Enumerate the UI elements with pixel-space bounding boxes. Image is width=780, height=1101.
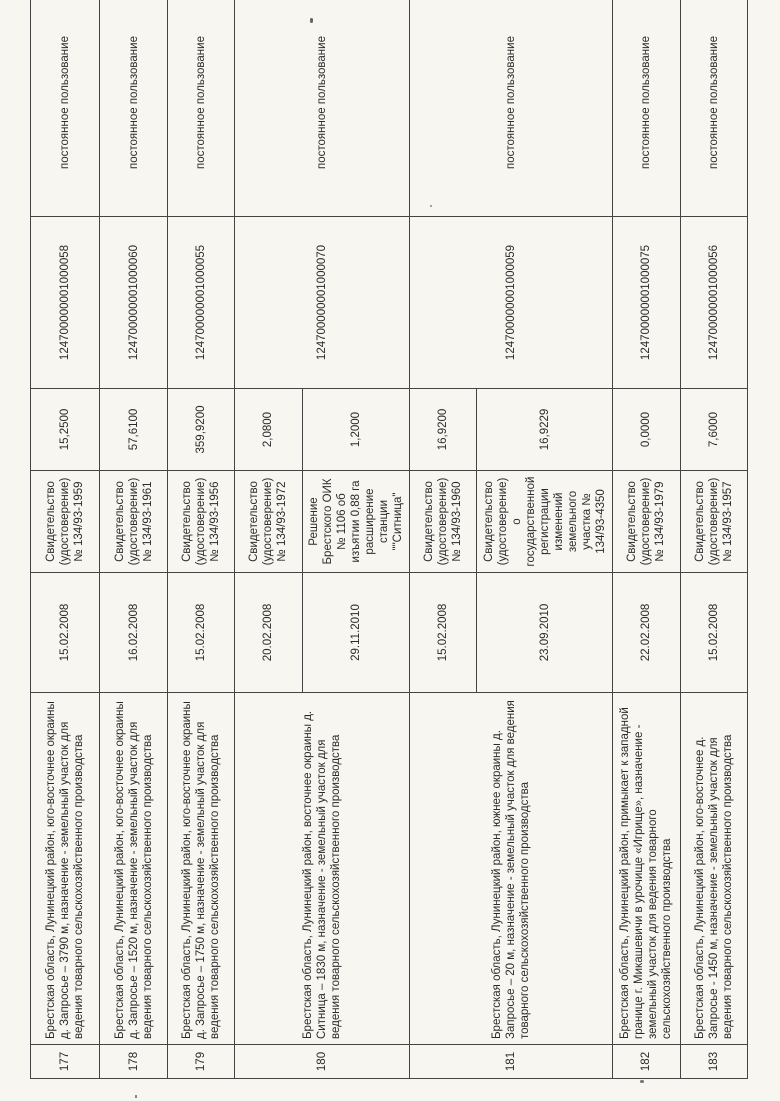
address-cell: Брестская область, Лунинецкий район, юго-восточнее окраины д. Запросье – 3790 м, назначение - земельный участок для ведения товарного сельскохозяйственного производства [31,693,100,1045]
table-row [409,0,476,1079]
cadastral-number-cell: 124700000001000056 [680,217,747,389]
address-cell: Брестская область, Лунинецкий район, примыкает к западной границе г. Микашевичи в урочище «Игрище», назначение - земельный участок для ведения товарного сельскохозяйственного производства [613,693,680,1045]
right-type-cell: постоянное пользование [167,0,234,217]
scan-speck [430,205,432,207]
document-cell: Свидетельство (удостоверение) № 134/93-1960 [409,471,476,573]
date-cell: 29.11.2010 [302,573,409,693]
cadastral-number-cell: 124700000001000075 [613,217,680,389]
address-cell: Брестская область, Лунинецкий район, юго-восточнее д. Запросье - 1450 м, назначение - земельный участок для ведения товарного сельскохозяйственного производства [680,693,747,1045]
date-cell: 15.02.2008 [167,573,234,693]
area-cell: 57,6100 [100,389,167,471]
document-cell: Свидетельство (удостоверение) № 134/93-1961 [100,471,167,573]
date-cell: 15.02.2008 [680,573,747,693]
scan-speck [135,1095,137,1098]
row-number: 178 [100,1045,167,1079]
address-cell: Брестская область, Лунинецкий район, южнее окраины д. Запросье – 20 м, назначение - земельный участок для ведения товарного сельскохозяйственного производства [409,693,612,1045]
date-cell: 20.02.2008 [235,573,302,693]
cadastral-number-cell: 124700000001000070 [235,217,410,389]
row-number: 181 [409,1045,612,1079]
date-cell: 16.02.2008 [100,573,167,693]
right-type-cell: постоянное пользование [409,0,612,217]
document-cell: Свидетельство (удостоверение) № 134/93-1979 [613,471,680,573]
cadastral-number-cell: 124700000001000060 [100,217,167,389]
cadastral-number-cell: 124700000001000059 [409,217,612,389]
cadastral-number-cell: 124700000001000055 [167,217,234,389]
row-number: 179 [167,1045,234,1079]
address-cell: Брестская область, Лунинецкий район, восточнее окраины д. Ситница – 1830 м, назначение - земельный участок для ведения товарного сельскохозяйственного производства [235,693,410,1045]
date-cell: 15.02.2008 [409,573,476,693]
document-cell: Решение Брестского ОИК № 1106 об изъятии 0,88 га расширение станции ""Ситница" [302,471,409,573]
area-cell: 2,0800 [235,389,302,471]
document-cell: Свидетельство (удостоверение) № 134/93-1956 [167,471,234,573]
date-cell: 15.02.2008 [31,573,100,693]
address-cell: Брестская область, Лунинецкий район, юго-восточнее окраины д. Запросье – 1750 м, назначение - земельный участок для ведения товарного сельскохозяйственного производства [167,693,234,1045]
area-cell: 0,0000 [613,389,680,471]
right-type-cell: постоянное пользование [235,0,410,217]
table-row [31,0,100,1079]
right-type-cell: постоянное пользование [100,0,167,217]
table-row [680,0,747,1079]
area-cell: 16,9229 [477,389,613,471]
area-cell: 16,9200 [409,389,476,471]
right-type-cell: постоянное пользование [613,0,680,217]
document-cell: Свидетельство (удостоверение) № 134/93-1957 [680,471,747,573]
date-cell: 22.02.2008 [613,573,680,693]
right-type-cell: постоянное пользование [31,0,100,217]
address-cell: Брестская область, Лунинецкий район, юго-восточнее окраины д. Запросье – 1520 м, назначение - земельный участок для ведения товарного сельскохозяйственного производства [100,693,167,1045]
cadastral-number-cell: 124700000001000058 [31,217,100,389]
row-number: 182 [613,1045,680,1079]
document-cell: Свидетельство (удостоверение) № 134/93-1972 [235,471,302,573]
document-cell: Свидетельство (удостоверение) № 134/93-1959 [31,471,100,573]
row-number: 177 [31,1045,100,1079]
area-cell: 15,2500 [31,389,100,471]
right-type-cell: постоянное пользование [680,0,747,217]
scan-speck [310,18,313,23]
table-row [100,0,167,1079]
area-cell: 1,2000 [302,389,409,471]
area-cell: 7,6000 [680,389,747,471]
date-cell: 23.09.2010 [477,573,613,693]
table-row [235,0,302,1079]
table-row [167,0,234,1079]
table-row [613,0,680,1079]
land-register-table [30,0,748,1079]
document-cell: Свидетельство (удостоверение) о государственной регистрации изменений земельного участка № 134/93-4350 [477,471,613,573]
row-number: 180 [235,1045,410,1079]
row-number: 183 [680,1045,747,1079]
area-cell: 359,9200 [167,389,234,471]
scan-speck [640,1080,644,1083]
